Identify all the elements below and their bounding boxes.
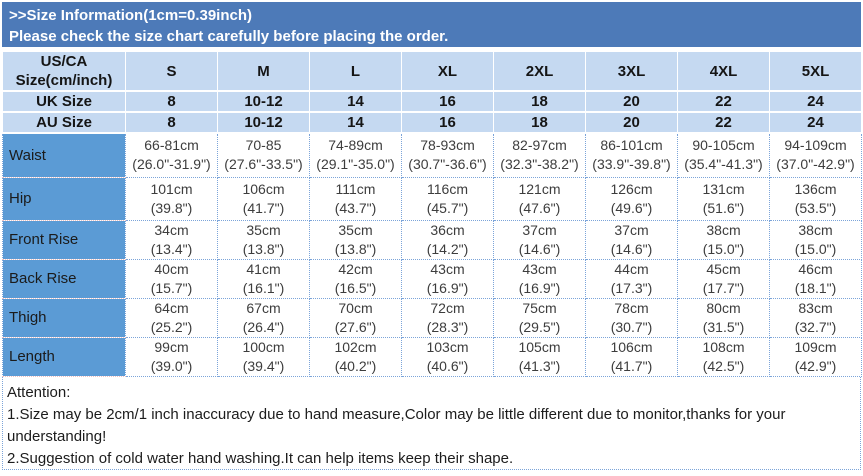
au-size-label: AU Size bbox=[3, 112, 126, 133]
corner-header: US/CA Size(cm/inch) bbox=[3, 51, 126, 91]
measurement-cell: 37cm (14.6") bbox=[586, 220, 678, 259]
measurement-cell: 46cm (18.1") bbox=[770, 259, 862, 298]
measurement-cell: 90-105cm (35.4"-41.3") bbox=[678, 133, 770, 177]
thigh-row bbox=[3, 298, 862, 337]
attention-line-2: understanding! bbox=[7, 427, 107, 445]
banner-subtitle: Please check the size chart carefully before placing the order. bbox=[9, 28, 449, 45]
size-col-header-3xl: 3XL bbox=[586, 51, 678, 91]
measurement-cell: 36cm (14.2") bbox=[402, 220, 494, 259]
measurement-cell: 41cm (16.1") bbox=[218, 259, 310, 298]
uk-size-cell: 8 bbox=[126, 91, 218, 112]
row-label-front-rise: Front Rise bbox=[3, 220, 126, 259]
uk-size-cell: 22 bbox=[678, 91, 770, 112]
size-col-header-4xl: 4XL bbox=[678, 51, 770, 91]
uk-size-label: UK Size bbox=[3, 91, 126, 112]
measurement-cell: 78cm (30.7") bbox=[586, 298, 678, 337]
size-col-header-m: M bbox=[218, 51, 310, 91]
size-col-header-2xl: 2XL bbox=[494, 51, 586, 91]
size-col-header-s: S bbox=[126, 51, 218, 91]
measurement-cell: 121cm (47.6") bbox=[494, 177, 586, 220]
measurement-cell: 82-97cm (32.3"-38.2") bbox=[494, 133, 586, 177]
size-chart-table bbox=[2, 50, 862, 377]
back-rise-row bbox=[3, 259, 862, 298]
uk-size-cell: 14 bbox=[310, 91, 402, 112]
attention-line-1: 1.Size may be 2cm/1 inch inaccuracy due to hand measure,Color may be little different due to monitor,thanks for your bbox=[7, 405, 786, 423]
measurement-cell: 101cm (39.8") bbox=[126, 177, 218, 220]
measurement-cell: 35cm (13.8") bbox=[310, 220, 402, 259]
measurement-cell: 42cm (16.5") bbox=[310, 259, 402, 298]
size-col-header-5xl: 5XL bbox=[770, 51, 862, 91]
au-size-cell: 18 bbox=[494, 112, 586, 133]
measurement-cell: 80cm (31.5") bbox=[678, 298, 770, 337]
measurement-cell: 99cm (39.0") bbox=[126, 337, 218, 376]
measurement-cell: 72cm (28.3") bbox=[402, 298, 494, 337]
measurement-cell: 43cm (16.9") bbox=[494, 259, 586, 298]
size-info-banner bbox=[2, 2, 861, 47]
measurement-cell: 94-109cm (37.0"-42.9") bbox=[770, 133, 862, 177]
attention-title: Attention: bbox=[7, 383, 71, 401]
measurement-cell: 106cm (41.7") bbox=[586, 337, 678, 376]
measurement-cell: 78-93cm (30.7"-36.6") bbox=[402, 133, 494, 177]
uk-size-row bbox=[3, 91, 862, 112]
au-size-cell: 10-12 bbox=[218, 112, 310, 133]
measurement-cell: 34cm (13.4") bbox=[126, 220, 218, 259]
measurement-cell: 103cm (40.6") bbox=[402, 337, 494, 376]
measurement-cell: 38cm (15.0") bbox=[678, 220, 770, 259]
measurement-cell: 74-89cm (29.1"-35.0") bbox=[310, 133, 402, 177]
uk-size-cell: 24 bbox=[770, 91, 862, 112]
row-label-back-rise: Back Rise bbox=[3, 259, 126, 298]
front-rise-row bbox=[3, 220, 862, 259]
size-col-header-xl: XL bbox=[402, 51, 494, 91]
row-label-thigh: Thigh bbox=[3, 298, 126, 337]
hip-row bbox=[3, 177, 862, 220]
measurement-cell: 38cm (15.0") bbox=[770, 220, 862, 259]
measurement-cell: 106cm (41.7") bbox=[218, 177, 310, 220]
measurement-cell: 108cm (42.5") bbox=[678, 337, 770, 376]
waist-row bbox=[3, 133, 862, 177]
measurement-cell: 102cm (40.2") bbox=[310, 337, 402, 376]
attention-note bbox=[2, 377, 861, 470]
measurement-cell: 37cm (14.6") bbox=[494, 220, 586, 259]
row-label-waist: Waist bbox=[3, 133, 126, 177]
au-size-row bbox=[3, 112, 862, 133]
measurement-cell: 116cm (45.7") bbox=[402, 177, 494, 220]
measurement-cell: 100cm (39.4") bbox=[218, 337, 310, 376]
au-size-cell: 14 bbox=[310, 112, 402, 133]
measurement-cell: 67cm (26.4") bbox=[218, 298, 310, 337]
au-size-cell: 22 bbox=[678, 112, 770, 133]
row-label-hip: Hip bbox=[3, 177, 126, 220]
measurement-cell: 45cm (17.7") bbox=[678, 259, 770, 298]
measurement-cell: 75cm (29.5") bbox=[494, 298, 586, 337]
measurement-cell: 111cm (43.7") bbox=[310, 177, 402, 220]
measurement-cell: 70cm (27.6") bbox=[310, 298, 402, 337]
uk-size-cell: 20 bbox=[586, 91, 678, 112]
measurement-cell: 131cm (51.6") bbox=[678, 177, 770, 220]
au-size-cell: 16 bbox=[402, 112, 494, 133]
uk-size-cell: 10-12 bbox=[218, 91, 310, 112]
measurement-cell: 86-101cm (33.9"-39.8") bbox=[586, 133, 678, 177]
measurement-cell: 66-81cm (26.0"-31.9") bbox=[126, 133, 218, 177]
size-header-row bbox=[3, 51, 862, 91]
row-label-length: Length bbox=[3, 337, 126, 376]
measurement-cell: 70-85 (27.6"-33.5") bbox=[218, 133, 310, 177]
uk-size-cell: 16 bbox=[402, 91, 494, 112]
measurement-cell: 35cm (13.8") bbox=[218, 220, 310, 259]
measurement-cell: 43cm (16.9") bbox=[402, 259, 494, 298]
measurement-cell: 105cm (41.3") bbox=[494, 337, 586, 376]
measurement-cell: 40cm (15.7") bbox=[126, 259, 218, 298]
measurement-cell: 83cm (32.7") bbox=[770, 298, 862, 337]
uk-size-cell: 18 bbox=[494, 91, 586, 112]
measurement-cell: 136cm (53.5") bbox=[770, 177, 862, 220]
au-size-cell: 24 bbox=[770, 112, 862, 133]
measurement-cell: 109cm (42.9") bbox=[770, 337, 862, 376]
size-col-header-l: L bbox=[310, 51, 402, 91]
measurement-cell: 126cm (49.6") bbox=[586, 177, 678, 220]
attention-line-3: 2.Suggestion of cold water hand washing.It can help items keep their shape. bbox=[7, 449, 514, 467]
banner-title: >>Size Information(1cm=0.39inch) bbox=[9, 7, 252, 24]
length-row bbox=[3, 337, 862, 376]
measurement-cell: 44cm (17.3") bbox=[586, 259, 678, 298]
measurement-cell: 64cm (25.2") bbox=[126, 298, 218, 337]
au-size-cell: 8 bbox=[126, 112, 218, 133]
au-size-cell: 20 bbox=[586, 112, 678, 133]
